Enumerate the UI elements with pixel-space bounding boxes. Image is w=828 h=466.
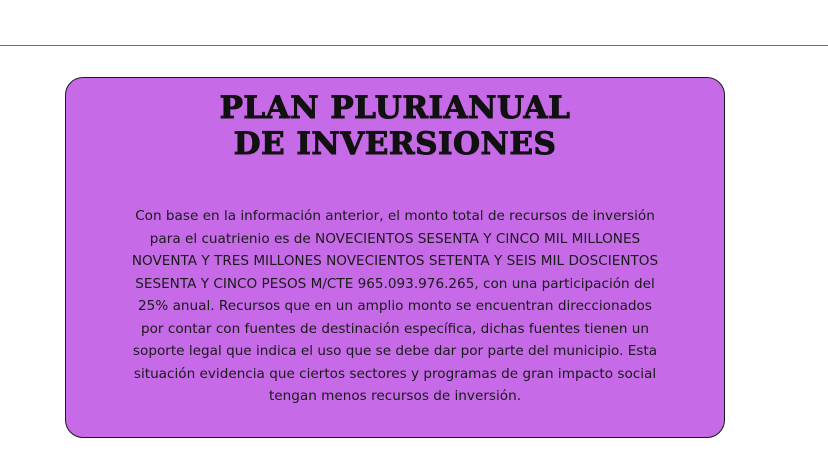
body-line: soporte legal que indica el uso que se debe dar por parte del municipio. Esta <box>132 343 658 359</box>
body-line: SESENTA Y CINCO PESOS M/CTE 965.093.976.265, con una participación del <box>135 275 655 292</box>
card-title-line: PLAN PLURIANUAL <box>219 90 571 126</box>
card-title-line: DE INVERSIONES <box>233 126 557 162</box>
body-line: por contar con fuentes de destinación específica, dichas fuentes tienen un <box>140 320 649 337</box>
body-line: 25% anual. Recursos que en un amplio monto se encuentran direccionados <box>138 298 652 314</box>
content-card <box>65 77 725 438</box>
body-line: Con base en la información anterior, el monto total de recursos de inversión <box>135 208 655 224</box>
card-title <box>66 90 724 162</box>
body-line: NOVENTA Y TRES MILLONES NOVECIENTOS SETENTA Y SEIS MIL DOSCIENTOS <box>131 253 659 269</box>
body-line: situación evidencia que ciertos sectores y programas de gran impacto social <box>133 365 657 382</box>
body-line: tengan menos recursos de inversión. <box>268 388 522 404</box>
body-line: para el cuatrienio es de NOVECIENTOS SESENTA Y CINCO MIL MILLONES <box>149 230 641 247</box>
top-divider <box>0 45 828 46</box>
card-body-paragraph <box>92 205 698 408</box>
